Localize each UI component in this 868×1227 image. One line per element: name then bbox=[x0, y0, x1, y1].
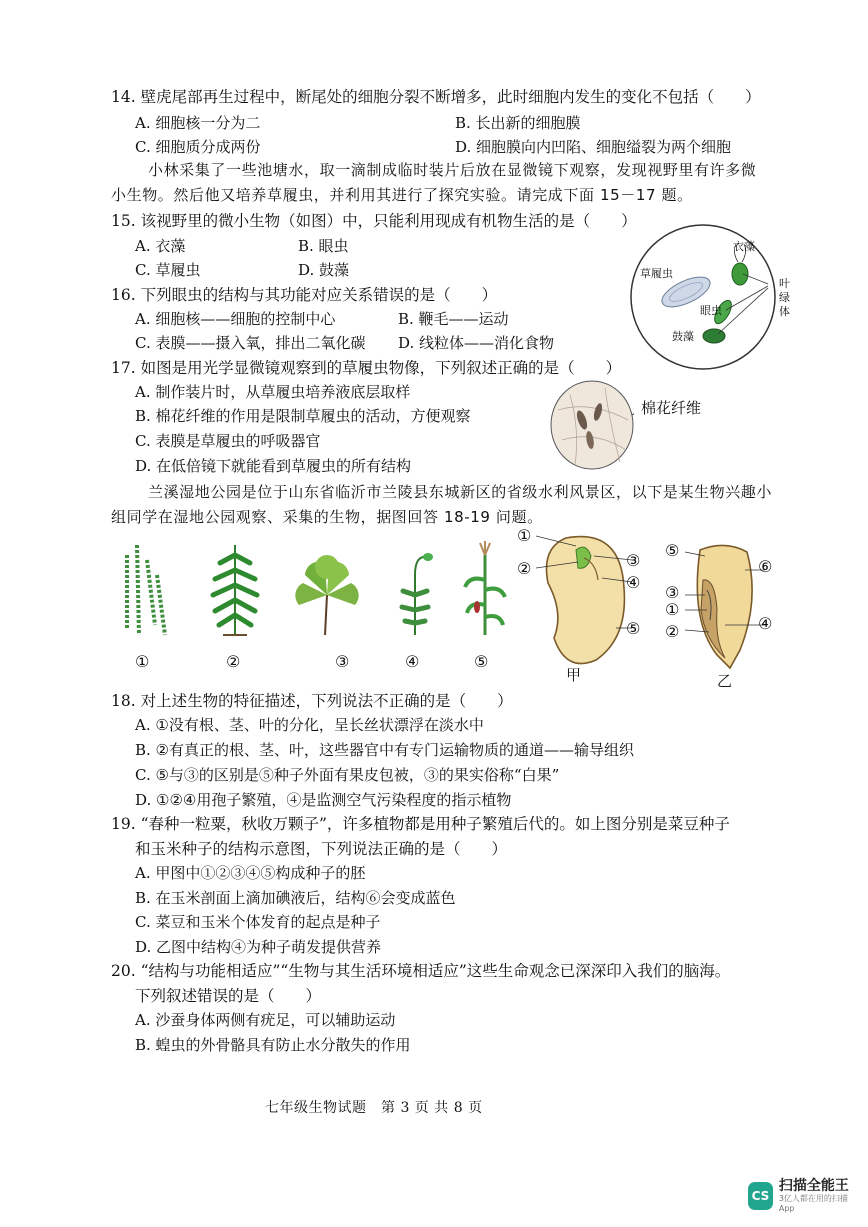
q16-option-b: B. 鞭毛——运动 bbox=[398, 310, 509, 328]
fig-label-ye: 叶 bbox=[779, 277, 790, 290]
chlamydomonas-shape bbox=[732, 263, 748, 285]
fig-label-caolvchong: 草履虫 bbox=[640, 267, 673, 280]
plant-number-5: ⑤ bbox=[474, 652, 489, 671]
bean-label-5: ⑤ bbox=[626, 619, 641, 638]
brand-tagline: 3亿人都在用的扫描App bbox=[778, 1194, 848, 1213]
bean-seed-figure bbox=[536, 528, 632, 668]
q15-option-b: B. 眼虫 bbox=[298, 237, 349, 255]
fig-label-mianhua: 棉花纤维 bbox=[641, 399, 702, 417]
plant-2-fern bbox=[213, 545, 257, 635]
intro1-line2: 小生物。然后他又培养草履虫，并利用其进行了探究实验。请完成下面 15－17 题。 bbox=[111, 186, 693, 204]
q15-option-a: A. 衣藻 bbox=[135, 237, 186, 255]
fig-label-ti: 体 bbox=[779, 305, 790, 318]
q16-stem: 16. 下列眼虫的结构与其功能对应关系错误的是（ ） bbox=[111, 286, 498, 304]
corn-label-5: ⑤ bbox=[665, 541, 680, 560]
q15-stem: 15. 该视野里的微小生物（如图）中，只能利用现成有机物生活的是（ ） bbox=[111, 212, 637, 230]
fig-label-guzao: 鼓藻 bbox=[672, 330, 694, 343]
plant-number-2: ② bbox=[226, 652, 241, 671]
q18-option-b: B. ②有真正的根、茎、叶，这些器官中有专门运输物质的通道——输导组织 bbox=[135, 741, 635, 759]
plants-figure bbox=[115, 535, 515, 650]
bean-label-4: ④ bbox=[626, 573, 641, 592]
microscope-field-figure bbox=[628, 222, 778, 372]
camscanner-watermark bbox=[748, 1178, 854, 1214]
q19-option-d: D. 乙图中结构④为种子萌发提供营养 bbox=[135, 938, 382, 956]
q17-option-c: C. 表膜是草履虫的呼吸器官 bbox=[135, 432, 321, 450]
corn-label-6: ⑥ bbox=[758, 557, 773, 576]
plant-4-moss bbox=[402, 553, 433, 635]
q19-stem-line1: 19. “春种一粒粟，秋收万颗子”，许多植物都是用种子繁殖后代的。如上图分别是菜豆种子 bbox=[111, 815, 730, 833]
fig-label-yanchong: 眼虫 bbox=[700, 304, 722, 317]
q20-stem-line1: 20. “结构与功能相适应”“生物与其生活环境相适应”这些生命观念已深深印入我们的脑海。 bbox=[111, 962, 731, 980]
plant-number-4: ④ bbox=[405, 652, 420, 671]
q18-stem: 18. 对上述生物的特征描述，下列说法不正确的是（ ） bbox=[111, 692, 513, 710]
corn-label-3: ③ bbox=[665, 583, 680, 602]
corn-label-1: ① bbox=[665, 600, 680, 619]
q19-stem-line2: 和玉米种子的结构示意图，下列说法正确的是（ ） bbox=[135, 840, 508, 858]
q14-option-b: B. 长出新的细胞膜 bbox=[455, 114, 581, 132]
intro2-line2: 组同学在湿地公园观察、采集的生物，据图回答 18-19 问题。 bbox=[111, 508, 543, 526]
bean-label-2: ② bbox=[517, 559, 532, 578]
plant-1-spirogyra bbox=[127, 545, 165, 635]
q14-option-a: A. 细胞核一分为二 bbox=[135, 114, 261, 132]
q20-stem-line2: 下列叙述错误的是（ ） bbox=[135, 987, 322, 1005]
bean-caption: 甲 bbox=[566, 666, 582, 684]
plant-number-3: ③ bbox=[335, 652, 350, 671]
q18-option-c: C. ⑤与③的区别是⑤种子外面有果皮包被，③的果实俗称“白果” bbox=[135, 766, 560, 784]
corn-label-4: ④ bbox=[758, 614, 773, 633]
q15-option-d: D. 鼓藻 bbox=[298, 261, 350, 279]
camscanner-logo-icon: CS bbox=[748, 1182, 773, 1210]
q14-stem: 14. 壁虎尾部再生过程中，断尾处的细胞分裂不断增多，此时细胞内发生的变化不包括（ ） bbox=[111, 88, 761, 106]
q18-option-a: A. ①没有根、茎、叶的分化，呈长丝状漂浮在淡水中 bbox=[135, 716, 484, 734]
q19-option-c: C. 菜豆和玉米个体发育的起点是种子 bbox=[135, 913, 381, 931]
q19-option-b: B. 在玉米剖面上滴加碘液后，结构⑥会变成蓝色 bbox=[135, 889, 456, 907]
q17-option-d: D. 在低倍镜下就能看到草履虫的所有结构 bbox=[135, 457, 412, 475]
q18-option-d: D. ①②④用孢子繁殖，④是监测空气污染程度的指示植物 bbox=[135, 791, 512, 809]
corn-seed-figure bbox=[685, 540, 765, 675]
page-footer: 七年级生物试题 第 3 页 共 8 页 bbox=[265, 1100, 483, 1116]
q17-option-a: A. 制作装片时，从草履虫培养液底层取样 bbox=[135, 383, 411, 401]
corn-label-2: ② bbox=[665, 622, 680, 641]
paramecium-micrograph-figure bbox=[550, 380, 634, 470]
bean-label-3: ③ bbox=[626, 551, 641, 570]
q14-option-c: C. 细胞质分成两份 bbox=[135, 138, 261, 156]
q16-option-d: D. 线粒体——消化食物 bbox=[398, 334, 555, 352]
bean-label-1: ① bbox=[517, 526, 532, 545]
intro1-line1: 小林采集了一些池塘水，取一滴制成临时装片后放在显微镜下观察，发现视野里有许多微 bbox=[148, 161, 757, 179]
fig-label-yizao: 衣藻 bbox=[733, 240, 755, 253]
corn-caption: 乙 bbox=[717, 672, 733, 690]
q16-option-c: C. 表膜——摄入氧，排出二氧化碳 bbox=[135, 334, 366, 352]
q17-stem: 17. 如图是用光学显微镜观察到的草履虫物像，下列叙述正确的是（ ） bbox=[111, 359, 622, 377]
plant-3-ginkgo bbox=[295, 555, 358, 635]
q15-option-c: C. 草履虫 bbox=[135, 261, 201, 279]
intro2-line1: 兰溪湿地公园是位于山东省临沂市兰陵县东城新区的省级水利风景区，以下是某生物兴趣小 bbox=[148, 483, 773, 501]
q14-option-d: D. 细胞膜向内凹陷、细胞缢裂为两个细胞 bbox=[455, 138, 732, 156]
q16-option-a: A. 细胞核——细胞的控制中心 bbox=[135, 310, 336, 328]
q17-option-b: B. 棉花纤维的作用是限制草履虫的活动，方便观察 bbox=[135, 407, 471, 425]
fig-label-lv: 绿 bbox=[779, 291, 790, 304]
q20-option-a: A. 沙蚕身体两侧有疣足，可以辅助运动 bbox=[135, 1011, 396, 1029]
brand-name: 扫描全能王 bbox=[778, 1178, 849, 1194]
plant-5-corn bbox=[465, 541, 505, 635]
plant-number-1: ① bbox=[135, 652, 150, 671]
q20-option-b: B. 蝗虫的外骨骼具有防止水分散失的作用 bbox=[135, 1036, 411, 1054]
q19-option-a: A. 甲图中①②③④⑤构成种子的胚 bbox=[135, 864, 366, 882]
